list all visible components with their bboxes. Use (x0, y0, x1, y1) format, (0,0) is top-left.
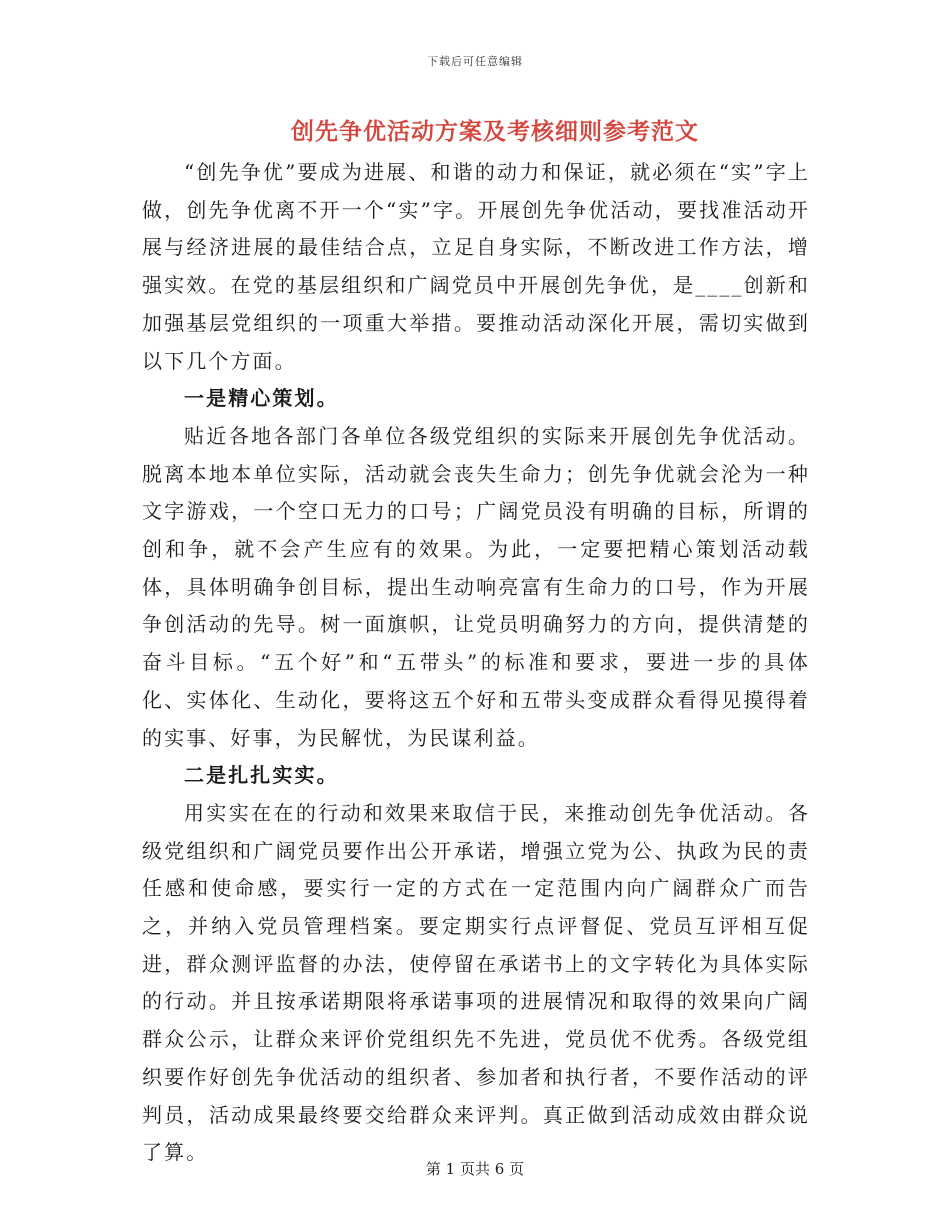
intro-paragraph: “创先争优”要成为进展、和谐的动力和保证，就必须在“实”字上做，创先争优离不开一个“实”字。开展创先争优活动，要找准活动开展与经济进展的最佳结合点，立足自身实际，不断改进工作方法，增强实效。在党的基层组织和广阔党员中开展创先争优，是____创新和加强基层党组织的一项重大举措。要推动活动深化开展，需切实做到以下几个方面。 (142, 160, 810, 373)
section-body-1: 贴近各地各部门各单位各级党组织的实际来开展创先争优活动。脱离本地本单位实际，活动就会丧失生命力；创先争优就会沦为一种文字游戏，一个空口无力的口号；广阔党员没有明确的目标，所谓的创和争，就不会产生应有的效果。为此，一定要把精心策划活动载体，具体明确争创目标，提出生动响亮富有生命力的口号，作为开展争创活动的先导。树一面旗帜，让党员明确努力的方向，提供清楚的奋斗目标。“五个好”和“五带头”的标准和要求，要进一步的具体化、实体化、生动化，要将这五个好和五带头变成群众看得见摸得着的实事、好事，为民解忧，为民谋利益。 (142, 423, 810, 750)
header-note: 下载后可任意编辑 (427, 55, 523, 68)
document-title: 创先争优活动方案及考核细则参考范文 (291, 118, 699, 145)
section-heading-1: 一是精心策划。 (184, 386, 339, 411)
page-number: 第 1 页共 6 页 (425, 1160, 525, 1178)
section-body-2: 用实实在在的行动和效果来取信于民，来推动创先争优活动。各级党组织和广阔党员要作出公开承诺，增强立党为公、执政为民的责任感和使命感，要实行一定的方式在一定范围内向广阔群众广而告之，并纳入党员管理档案。要定期实行点评督促、党员互评相互促进，群众测评监督的办法，使停留在承诺书上的文字转化为具体实际的行动。并且按承诺期限将承诺事项的进展情况和取得的效果向广阔群众公示，让群众来评价党组织先不先进，党员优不优秀。各级党组织要作好创先争优活动的组织者、参加者和执行者，不要作活动的评判员，活动成果最终要交给群众来评判。真正做到活动成效由群众说了算。 (142, 800, 810, 1165)
document-body (142, 154, 810, 1172)
section-heading-2: 二是扎扎实实。 (184, 763, 339, 788)
